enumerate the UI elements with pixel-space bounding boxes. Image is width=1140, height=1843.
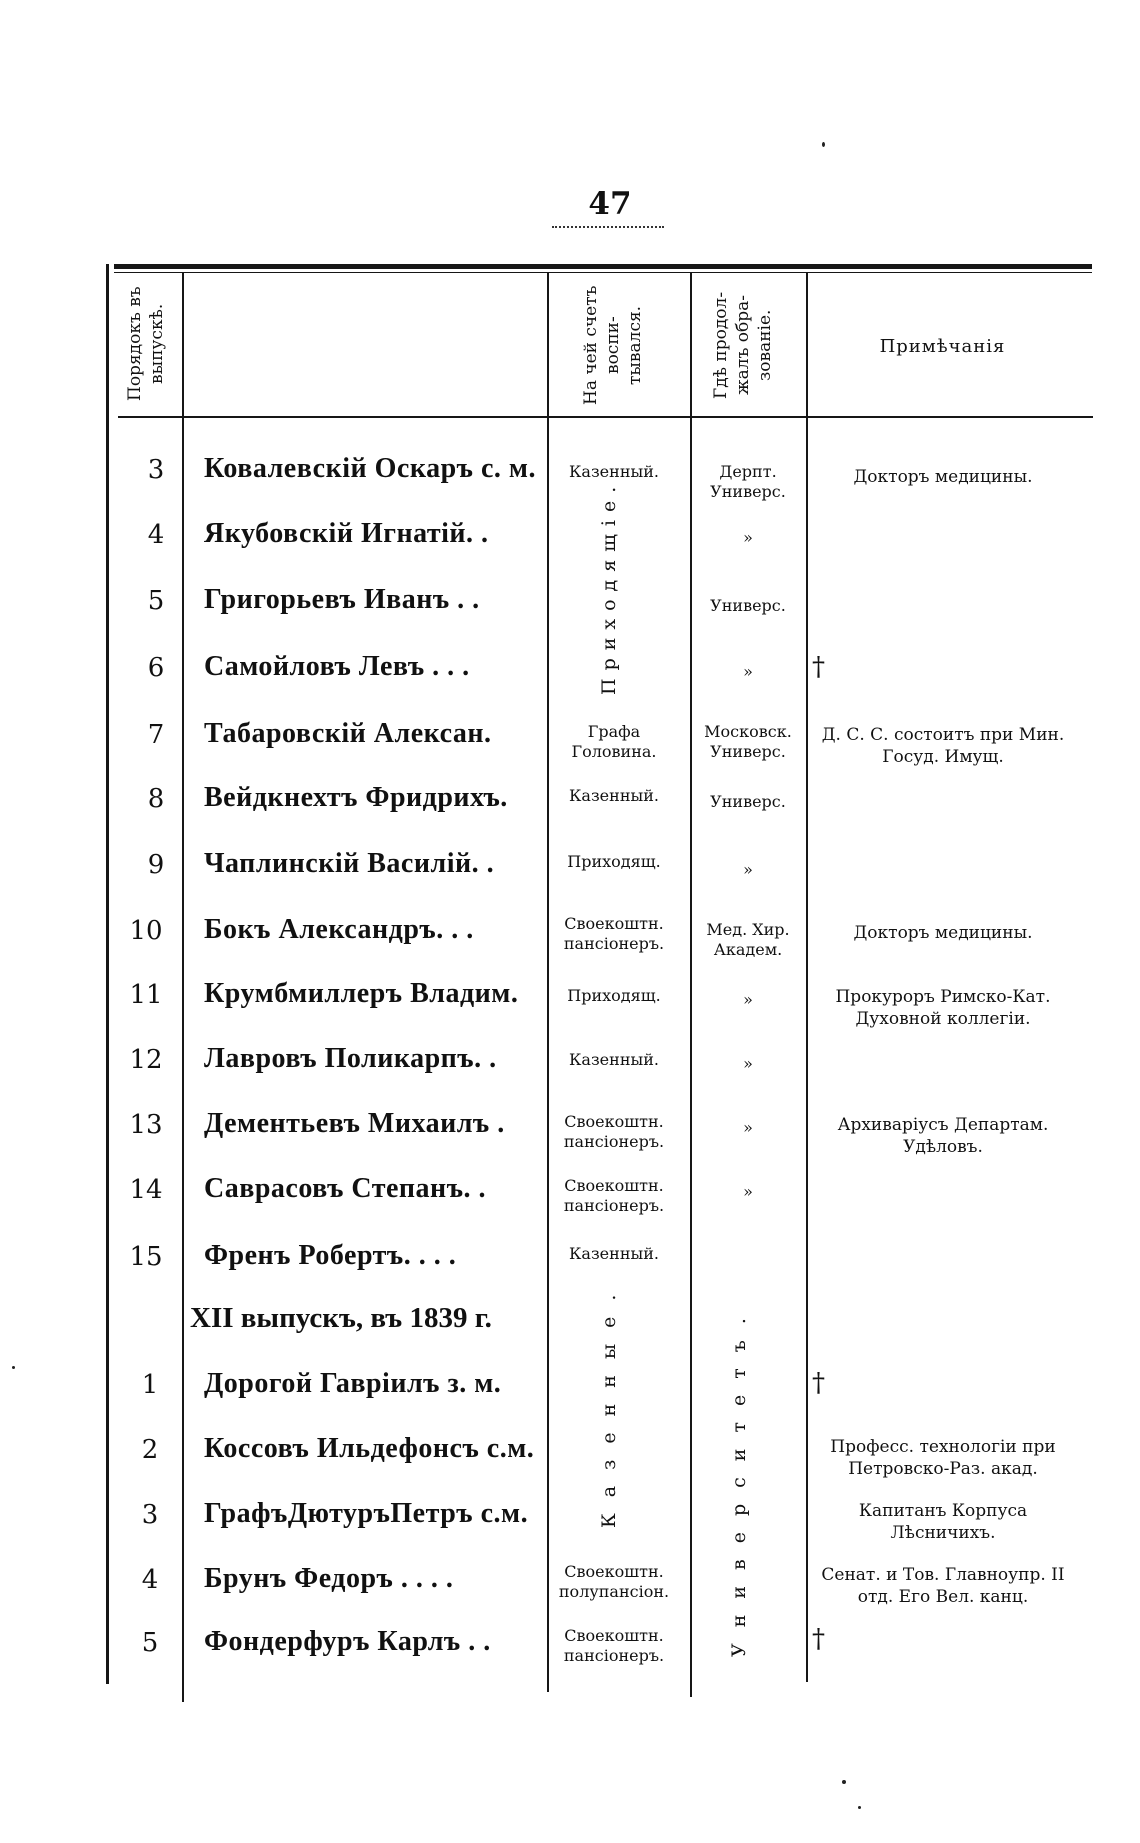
row-name: Табаровскій Алексан. — [204, 718, 492, 749]
row-num: 8 — [147, 784, 165, 814]
row-note: Докторъ медицины. — [853, 467, 1033, 487]
row-where: Универс. — [710, 596, 786, 615]
row-account: Своекоштн. пансіонеръ. — [563, 1626, 665, 1665]
header-bottom-rule — [118, 416, 1093, 418]
row-account: Приходящ. — [567, 986, 661, 1005]
row-num: 14 — [129, 1175, 163, 1205]
page-number: 47 — [588, 186, 632, 222]
row-num: 5 — [141, 1628, 159, 1658]
header-where: Гдѣ продол- жалъ обра- зованіе. — [711, 291, 775, 399]
row-num: 13 — [129, 1110, 163, 1140]
row-name: Вейдкнехтъ Фридрихъ. — [204, 782, 508, 813]
row-num: 1 — [141, 1370, 159, 1400]
row-num: 3 — [147, 455, 165, 485]
row-where: » — [743, 662, 753, 681]
table-top-rule-thin — [114, 272, 1092, 273]
row-name: Дементьевъ Михаилъ . — [204, 1108, 505, 1139]
row-account: Казенный. — [569, 1244, 659, 1263]
row-name: Френъ Робертъ. . . . — [204, 1240, 457, 1271]
page-number-underline — [552, 226, 664, 228]
row-account: Казенный. — [569, 786, 659, 805]
row-account: Приходящ. — [567, 852, 661, 871]
row-num: 2 — [141, 1435, 159, 1465]
left-border — [106, 264, 109, 1684]
dagger-mark: † — [812, 1368, 825, 1398]
col-divider-2 — [547, 272, 549, 1692]
row-account: Графа Головина. — [571, 722, 657, 761]
scan-speck — [858, 1806, 861, 1809]
row-account: Своекоштн. пансіонеръ. — [563, 914, 665, 953]
row-note: Прокуроръ Римско-Кат. Духовной коллегіи. — [835, 987, 1051, 1029]
table-top-rule — [114, 264, 1092, 269]
row-where: Московск. Универс. — [704, 722, 792, 761]
row-name: Бокъ Александръ. . . — [204, 914, 474, 945]
row-where: » — [743, 990, 753, 1009]
row-where: » — [743, 1118, 753, 1137]
row-account: Своекоштн. полупансіон. — [558, 1562, 670, 1601]
row-num: 7 — [147, 720, 165, 750]
header-account: На чей счетъ воспи- тывался. — [581, 285, 645, 405]
row-name: Григорьевъ Иванъ . . — [204, 584, 480, 615]
header-notes: Примѣчанія — [879, 336, 1006, 357]
row-num: 6 — [147, 653, 165, 683]
row-name: Коссовъ Ильдефонсъ с.м. — [204, 1433, 535, 1464]
row-where: Универс. — [710, 792, 786, 811]
section-title: XII выпускъ, въ 1839 г. — [190, 1302, 492, 1334]
row-name: Лавровъ Поликарпъ. . — [204, 1043, 497, 1074]
row-note: Архиваріусъ Департам. Удѣловъ. — [837, 1115, 1049, 1157]
scan-speck — [12, 1366, 15, 1369]
row-name: Саврасовъ Степанъ. . — [204, 1173, 487, 1204]
row-account: Своекоштн. пансіонеръ. — [563, 1176, 665, 1215]
row-account: Казенный. — [569, 462, 659, 481]
row-num: 4 — [141, 1565, 159, 1595]
row-name: Якубовскій Игнатій. . — [204, 518, 489, 549]
row-num: 11 — [129, 980, 163, 1010]
row-num: 12 — [129, 1045, 163, 1075]
row-where: Дерпт. Универс. — [710, 462, 786, 501]
col-divider-1 — [182, 272, 184, 1702]
group-account-vertical: Приходящіе. — [598, 478, 620, 695]
dagger-mark: † — [812, 1624, 825, 1654]
row-name: Фондерфуръ Карлъ . . — [204, 1626, 491, 1657]
row-where: » — [743, 1182, 753, 1201]
row-note: Професс. технологіи при Петровско-Раз. акад. — [830, 1437, 1056, 1479]
row-where: » — [743, 1054, 753, 1073]
row-where: » — [743, 528, 753, 547]
row-num: 10 — [129, 916, 163, 946]
row-num: 4 — [147, 520, 165, 550]
row-account: Казенный. — [569, 1050, 659, 1069]
header-order: Порядокъ въ выпускѣ. — [125, 286, 167, 402]
group-account-vertical: Казенные. — [598, 1278, 620, 1528]
row-name: Чаплинскій Василій. . — [204, 848, 495, 879]
row-name: Ковалевскій Оскаръ с. м. — [204, 453, 536, 484]
row-name: Самойловъ Левъ . . . — [204, 651, 470, 682]
scan-speck — [842, 1780, 846, 1784]
scan-speck — [822, 142, 825, 147]
group-where-vertical: Университетъ. — [728, 1302, 750, 1657]
row-num: 15 — [129, 1242, 163, 1272]
dagger-mark: † — [812, 652, 825, 682]
row-where: Мед. Хир. Академ. — [706, 920, 790, 959]
row-num: 3 — [141, 1500, 159, 1530]
row-name: ГрафъДютуръПетръ с.м. — [204, 1498, 529, 1529]
row-name: Брунъ Федоръ . . . . — [204, 1563, 454, 1594]
row-note: Капитанъ Корпуса Лѣсничихъ. — [858, 1501, 1028, 1543]
row-note: Докторъ медицины. — [853, 923, 1033, 943]
row-account: Своекоштн. пансіонеръ. — [563, 1112, 665, 1151]
row-note: Д. С. С. состоитъ при Мин. Госуд. Имущ. — [821, 725, 1065, 767]
row-num: 5 — [147, 586, 165, 616]
row-name: Дорогой Гавріилъ з. м. — [204, 1368, 502, 1399]
row-num: 9 — [147, 850, 165, 880]
row-where: » — [743, 860, 753, 879]
row-name: Крумбмиллеръ Владим. — [204, 978, 519, 1009]
row-note: Сенат. и Тов. Главноупр. II отд. Его Вел. канц. — [821, 1565, 1065, 1607]
